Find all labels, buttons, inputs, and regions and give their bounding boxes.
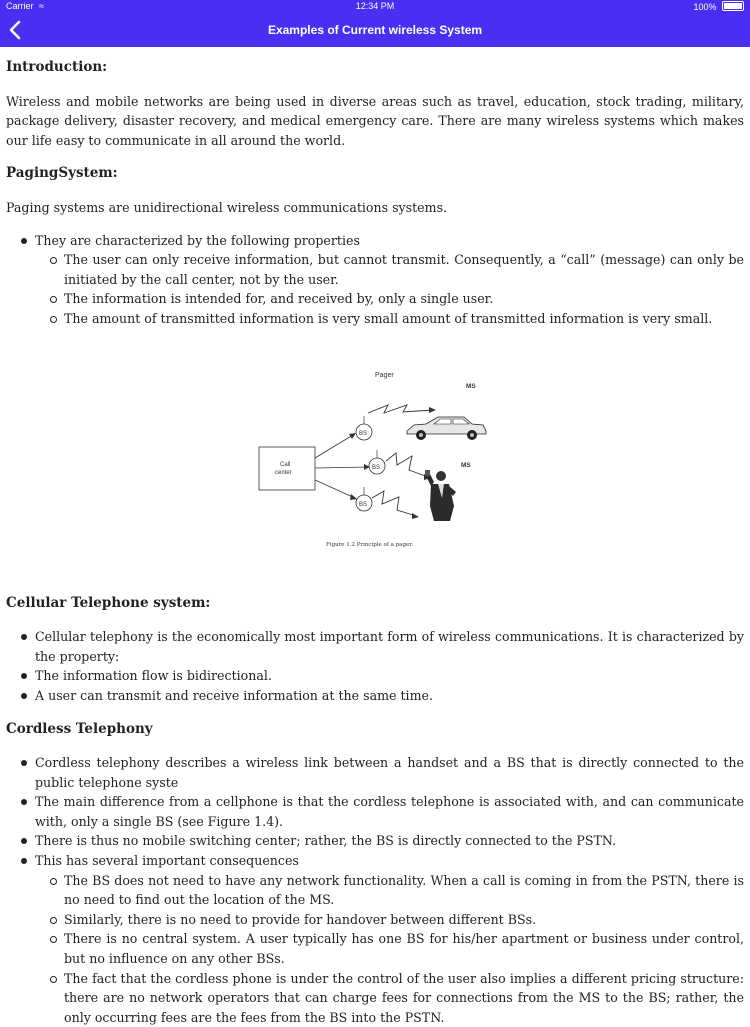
battery-percent: 100% xyxy=(693,2,717,12)
pager-label: Pager xyxy=(375,371,394,379)
call-center-box xyxy=(259,447,315,490)
call-center-links xyxy=(315,435,368,498)
bs-station-2 xyxy=(369,450,385,474)
cellular-heading: Cellular Telephone system: xyxy=(6,594,211,611)
list-item: The main difference from a cellphone is that the cordless telephone is associated with, and can communicate with, only a single BS (see Figure 1.4). xyxy=(6,792,744,831)
bs-station-3 xyxy=(356,487,372,511)
paging-sublist xyxy=(35,250,744,328)
cordless-consequences-text: This has several important consequences xyxy=(35,853,299,869)
call-center-label-1: Call xyxy=(280,461,291,468)
cordless-sublist xyxy=(35,871,744,1027)
battery-fill xyxy=(724,3,742,9)
car-image xyxy=(407,417,486,440)
pager-figure xyxy=(6,368,744,586)
figure-caption: Figure 1.2 Principle of a pager. xyxy=(326,541,413,548)
person-image xyxy=(425,470,456,521)
list-item: Similarly, there is no need to provide for handover between different BSs. xyxy=(35,910,744,930)
status-time: 12:34 PM xyxy=(355,1,395,11)
cordless-heading: Cordless Telephony xyxy=(6,720,153,737)
paging-paragraph: Paging systems are unidirectional wireless communications systems. xyxy=(6,199,448,215)
paging-bullet-text: They are characterized by the following properties xyxy=(35,232,360,248)
cordless-list xyxy=(6,753,744,1027)
paging-list xyxy=(6,231,744,329)
list-item: There is no central system. A user typically has one BS for his/her apartment or business under control, but no influence on any other BSs. xyxy=(35,929,744,968)
carrier-text: Carrier xyxy=(6,1,34,11)
arrow-heads xyxy=(349,430,370,500)
list-item: The user can only receive information, but cannot transmit. Consequently, a “call” (message) can only be initiated by the call center, not by the user. xyxy=(35,250,744,289)
list-item xyxy=(6,851,744,1027)
bs-station-1 xyxy=(356,416,372,440)
intro-paragraph: Wireless and mobile networks are being used in diverse areas such as travel, education, stock trading, military, package delivery, disaster recovery, and medical emergency care. There are many wireless systems which makes our life easy to communicate in all around the world. xyxy=(6,93,744,148)
list-item: A user can transmit and receive information at the same time. xyxy=(6,686,744,706)
list-item: The information flow is bidirectional. xyxy=(6,666,744,686)
list-item: The information is intended for, and received by, only a single user. xyxy=(35,289,744,309)
battery-indicator xyxy=(693,1,744,12)
bs-label: BS xyxy=(359,430,368,437)
list-item: Cordless telephony describes a wireless link between a handset and a BS that is directly connected to the public telephone syste xyxy=(6,753,744,792)
intro-heading: Introduction: xyxy=(6,59,108,75)
bs-label: BS xyxy=(372,464,381,471)
article-content xyxy=(6,47,744,1027)
paging-heading: PagingSystem: xyxy=(6,165,118,182)
list-item: The amount of transmitted information is very small amount of transmitted information is very small. xyxy=(35,309,744,329)
bs-label: BS xyxy=(359,501,368,508)
list-item xyxy=(6,231,744,329)
list-item: The fact that the cordless phone is under the control of the user also implies a different pricing structure: there are no network operators that can charge fees for connections from the MS to the BS; rather, the only occurring fees are the fees from the BS into the PSTN. xyxy=(35,969,744,1027)
ms-label-top: MS xyxy=(466,382,476,390)
pager-diagram xyxy=(6,368,744,586)
wifi-icon: ≈ xyxy=(39,1,44,11)
list-item: The BS does not need to have any network functionality. When a call is coming in from the PSTN, there is no need to find out the location of the MS. xyxy=(35,871,744,910)
status-bar xyxy=(0,0,750,14)
list-item: There is thus no mobile switching center; rather, the BS is directly connected to the PSTN. xyxy=(6,831,744,851)
call-center-label-2: center xyxy=(275,469,292,476)
cellular-list xyxy=(6,627,744,705)
ms-label-mid: MS xyxy=(461,461,471,469)
page-title: Examples of Current wireless System xyxy=(267,23,483,37)
navigation-bar xyxy=(0,14,750,47)
list-item: Cellular telephony is the economically most important form of wireless communications. It is characterized by the property: xyxy=(6,627,744,666)
battery-icon xyxy=(722,1,744,11)
